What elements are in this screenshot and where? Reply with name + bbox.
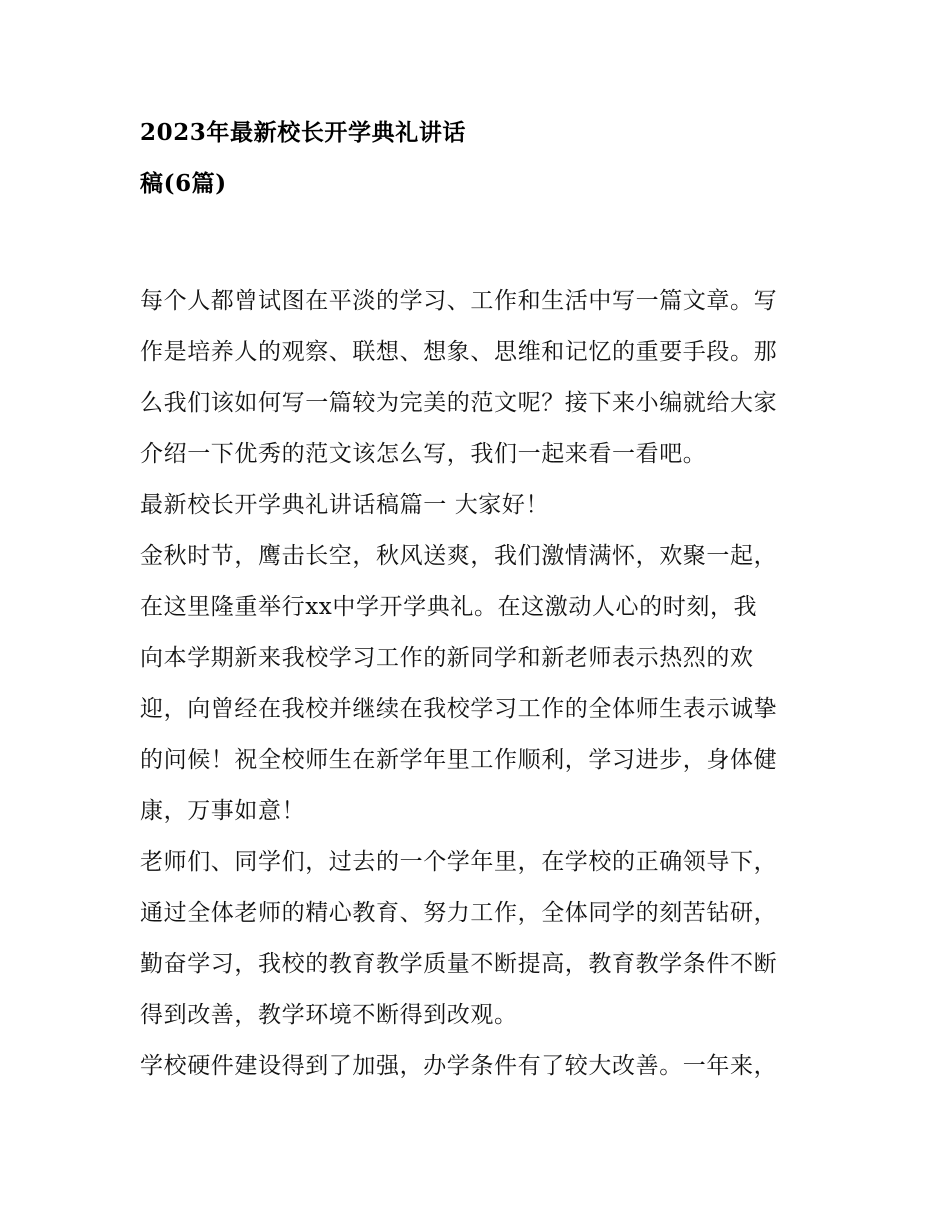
document-body	[140, 282, 820, 1098]
body-line: 么我们该如何写一篇较为完美的范文呢？接下来小编就给大家	[140, 390, 778, 416]
body-line: 康，万事如意！	[140, 798, 306, 824]
body-line: 在这里隆重举行xx中学开学典礼。在这激动人心的时刻，我	[140, 594, 758, 620]
body-line: 介绍一下优秀的范文该怎么写，我们一起来看一看吧。	[140, 441, 707, 467]
title-line: 稿(6篇)	[140, 170, 227, 197]
body-line: 老师们、同学们，过去的一个学年里，在学校的正确领导下，	[140, 849, 778, 875]
body-line: 学校硬件建设得到了加强，办学条件有了较大改善。一年来，	[140, 1053, 778, 1079]
body-line: 迎，向曾经在我校并继续在我校学习工作的全体师生表示诚挚	[140, 696, 778, 722]
body-line: 得到改善，教学环境不断得到改观。	[140, 1002, 518, 1028]
document-title	[140, 114, 820, 216]
body-line: 的问候！祝全校师生在新学年里工作顺利，学习进步，身体健	[140, 747, 778, 773]
body-line: 每个人都曾试图在平淡的学习、工作和生活中写一篇文章。写	[140, 288, 778, 314]
body-line: 通过全体老师的精心教育、努力工作，全体同学的刻苦钻研，	[140, 900, 778, 926]
section-heading-line: 最新校长开学典礼讲话稿篇一 大家好！	[140, 492, 550, 518]
body-line: 金秋时节，鹰击长空，秋风送爽，我们激情满怀，欢聚一起，	[140, 543, 778, 569]
body-line: 勤奋学习，我校的教育教学质量不断提高，教育教学条件不断	[140, 951, 778, 977]
title-line: 2023年最新校长开学典礼讲话	[140, 119, 467, 146]
body-line: 向本学期新来我校学习工作的新同学和新老师表示热烈的欢	[140, 645, 754, 671]
body-line: 作是培养人的观察、联想、想象、思维和记忆的重要手段。那	[140, 339, 778, 365]
